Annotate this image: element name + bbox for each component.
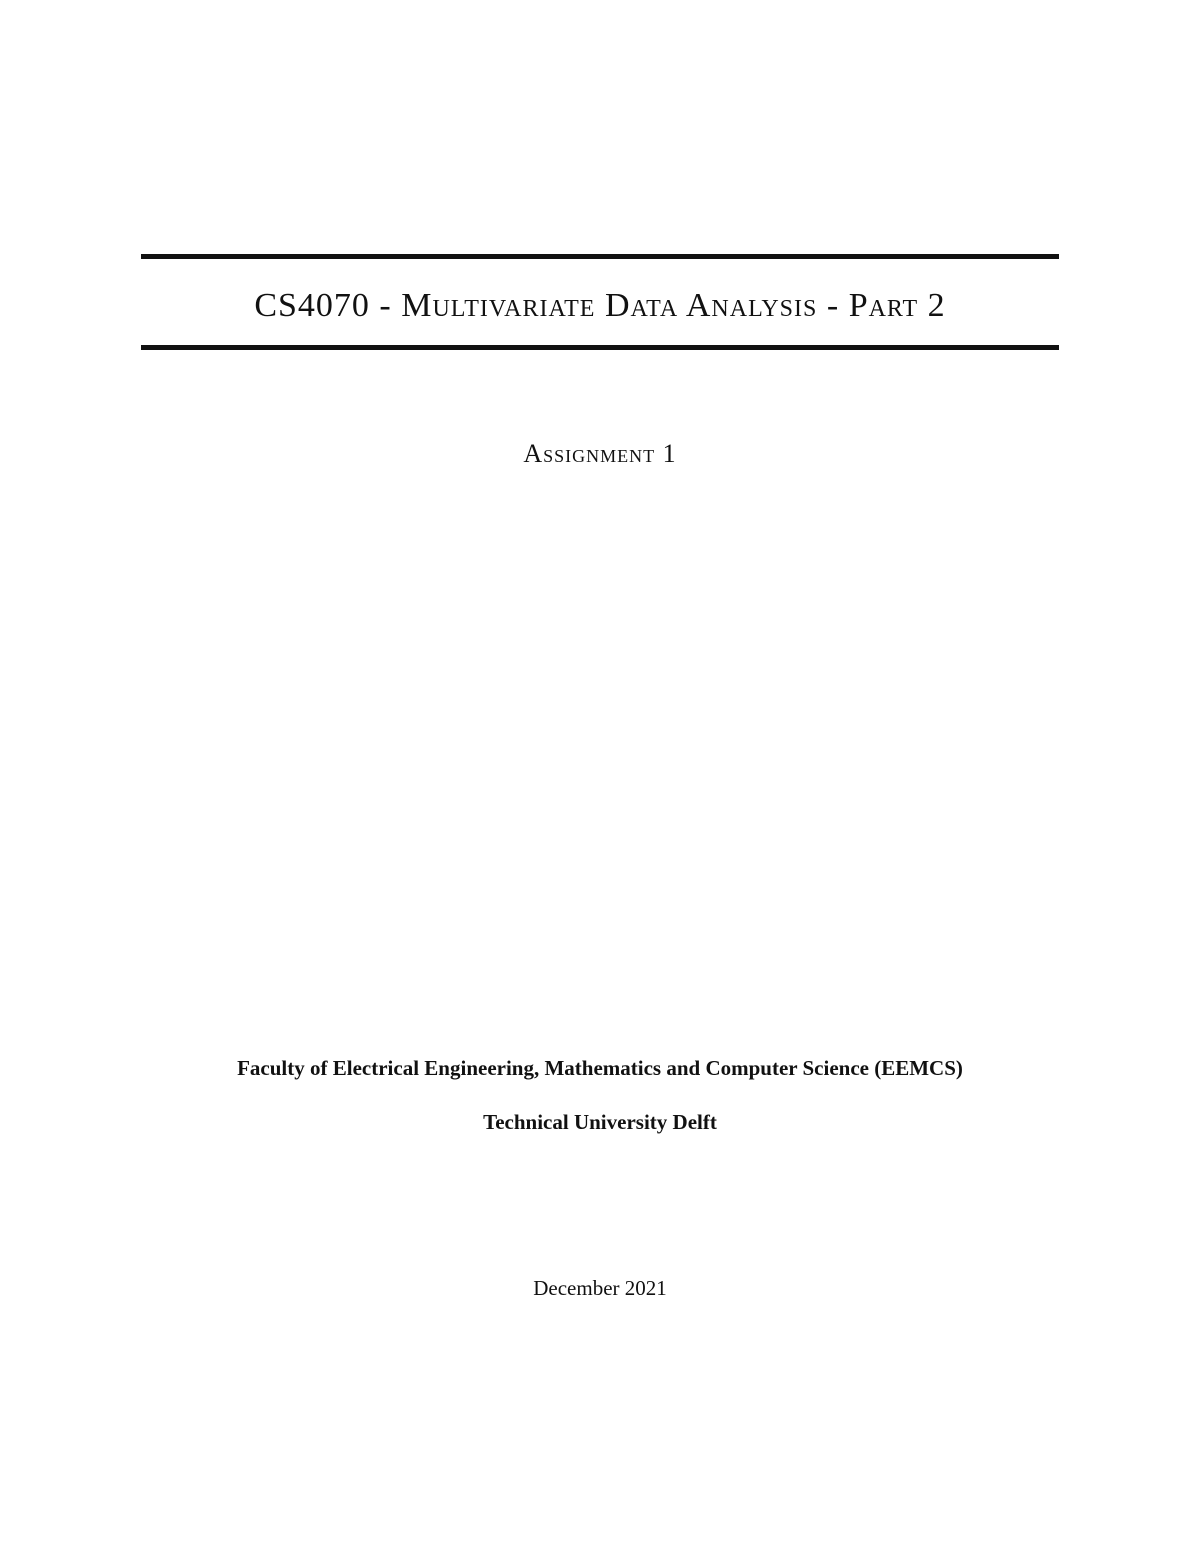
title-top-rule <box>141 254 1059 259</box>
document-title: CS4070 - Multivariate Data Analysis - Part 2 <box>254 287 946 324</box>
document-date: December 2021 <box>533 1276 667 1300</box>
faculty-name: Faculty of Electrical Engineering, Mathematics and Computer Science (EEMCS) <box>237 1056 963 1080</box>
assignment-subtitle: Assignment 1 <box>523 439 677 468</box>
university-name: Technical University Delft <box>483 1110 717 1134</box>
title-bottom-rule <box>141 345 1059 350</box>
